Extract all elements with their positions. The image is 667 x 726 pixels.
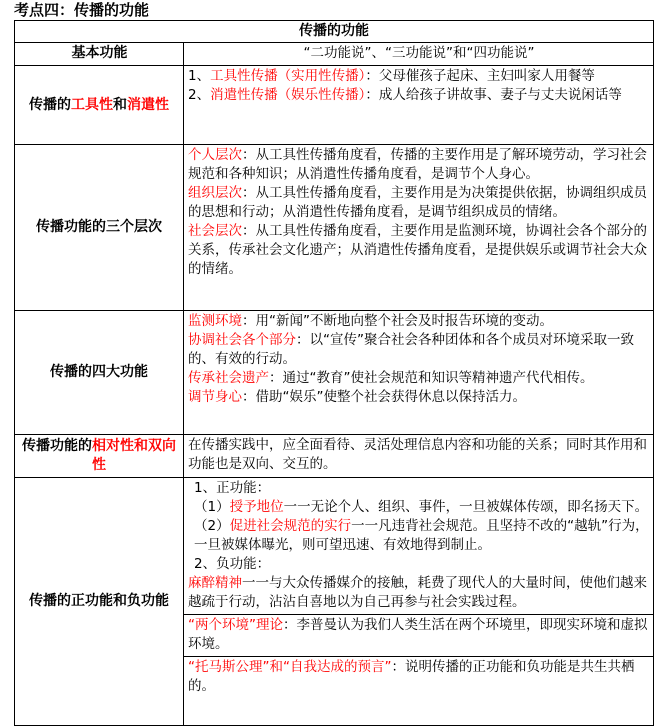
paragraph: 麻醉精神一一与大众传播媒介的接触，耗费了现代人的大量时间，使他们越来越疏于行动，沾沾自喜地以为自己再参与社会实践过程。 [188,575,647,610]
row-content-four-functions [184,311,654,435]
row-content-three-levels [184,145,654,311]
row-content-positive-negative: 1、正功能： （1）授予地位一一无论个人、组织、事件，一旦被媒体传颂，即名扬天下。 （2）促进社会规范的实行一一凡违背社会规范。且坚持不改的“越轨”行为，一旦被媒体曝光，则可望迅速、有效地得到制止。 2、负功能： 麻醉精神一一与大众传播媒介的接触，耗费了现代人的大量时间，使他们越来越疏于行动，沾沾自喜地以为自己再参与社会实践过程。 “两个环境”理论：李普曼认为我们人类生活在两个环境里，即现实环境和虚拟环境。 “托马斯公理”和“自我达成的预言”：说明传播的正功能和负功能是共生共栖的。 [184,478,654,726]
column-header-theories: “二功能说”、“三功能说”和“四功能说” [184,43,654,66]
table-row [15,311,654,435]
row-content-tool-leisure [184,66,654,145]
table-title: 传播的功能 [15,21,654,43]
paragraph: 2、消遣性传播（娱乐性传播）：成人给孩子讲故事、妻子与丈夫说闲话等 [188,87,622,103]
table-row [15,145,654,311]
paragraph: （2）促进社会规范的实行一一凡违背社会规范。且坚持不改的“越轨”行为，一旦被媒体曝光，则可望迅速、有效地得到制止。 [194,518,649,553]
paragraph: 组织层次：从工具性传播角度看，主要作用是为决策提供依据，协调组织成员的思想和行动；从消遣性传播角度看，是调节组织成员的情绪。 [188,185,647,220]
row-label-tool-leisure: 传播的工具性和消遣性 [15,66,184,145]
table-row [15,478,654,726]
row-content-relativity: 在传播实践中，应全面看待、灵活处理信息内容和功能的关系；同时其作用和功能也是双向、交互的。 [184,435,654,478]
function-table [14,20,654,726]
paragraph: 监测环境：用“新闻”不断地向整个社会及时报告环境的变动。 [188,313,553,329]
paragraph: 个人层次：从工具性传播角度看，传播的主要作用是了解环境劳动，学习社会规范和各种知识；从消遣性传播角度看，是调节个人身心。 [188,147,647,182]
paragraph: 调节身心：借助“娱乐”使整个社会获得休息以保持活力。 [188,389,526,405]
table-row [15,66,654,145]
paragraph: 传承社会遗产：通过“教育”使社会规范和知识等精神遗产代代相传。 [188,370,594,386]
section-heading: 考点四：传播的功能 [14,1,150,19]
paragraph: 社会层次：从工具性传播角度看，主要作用是监测环境，协调社会各个部分的关系，传承社会文化遗产；从消遣性传播角度看，是提供娱乐或调节社会大众的情绪。 [188,223,647,277]
row-label-relativity: 传播功能的相对性和双向性 [15,435,184,478]
paragraph: “两个环境”理论：李普曼认为我们人类生活在两个环境里，即现实环境和虚拟环境。 [184,614,653,656]
row-label-three-levels: 传播功能的三个层次 [15,145,184,311]
paragraph: “托马斯公理”和“自我达成的预言”：说明传播的正功能和负功能是共生共栖的。 [184,656,653,698]
paragraph: 1、工具性传播（实用性传播）：父母催孩子起床、主妇叫家人用餐等 [188,68,595,84]
paragraph: 协调社会各个部分：以“宣传”聚合社会各种团体和各个成员对环境采取一致的、有效的行动。 [188,332,634,367]
paragraph: （1）授予地位一一无论个人、组织、事件，一旦被媒体传颂，即名扬天下。 [194,499,649,515]
row-label-four-functions: 传播的四大功能 [15,311,184,435]
table-row [15,435,654,478]
row-label-positive-negative: 传播的正功能和负功能 [15,478,184,726]
column-header-basic: 基本功能 [15,43,184,66]
